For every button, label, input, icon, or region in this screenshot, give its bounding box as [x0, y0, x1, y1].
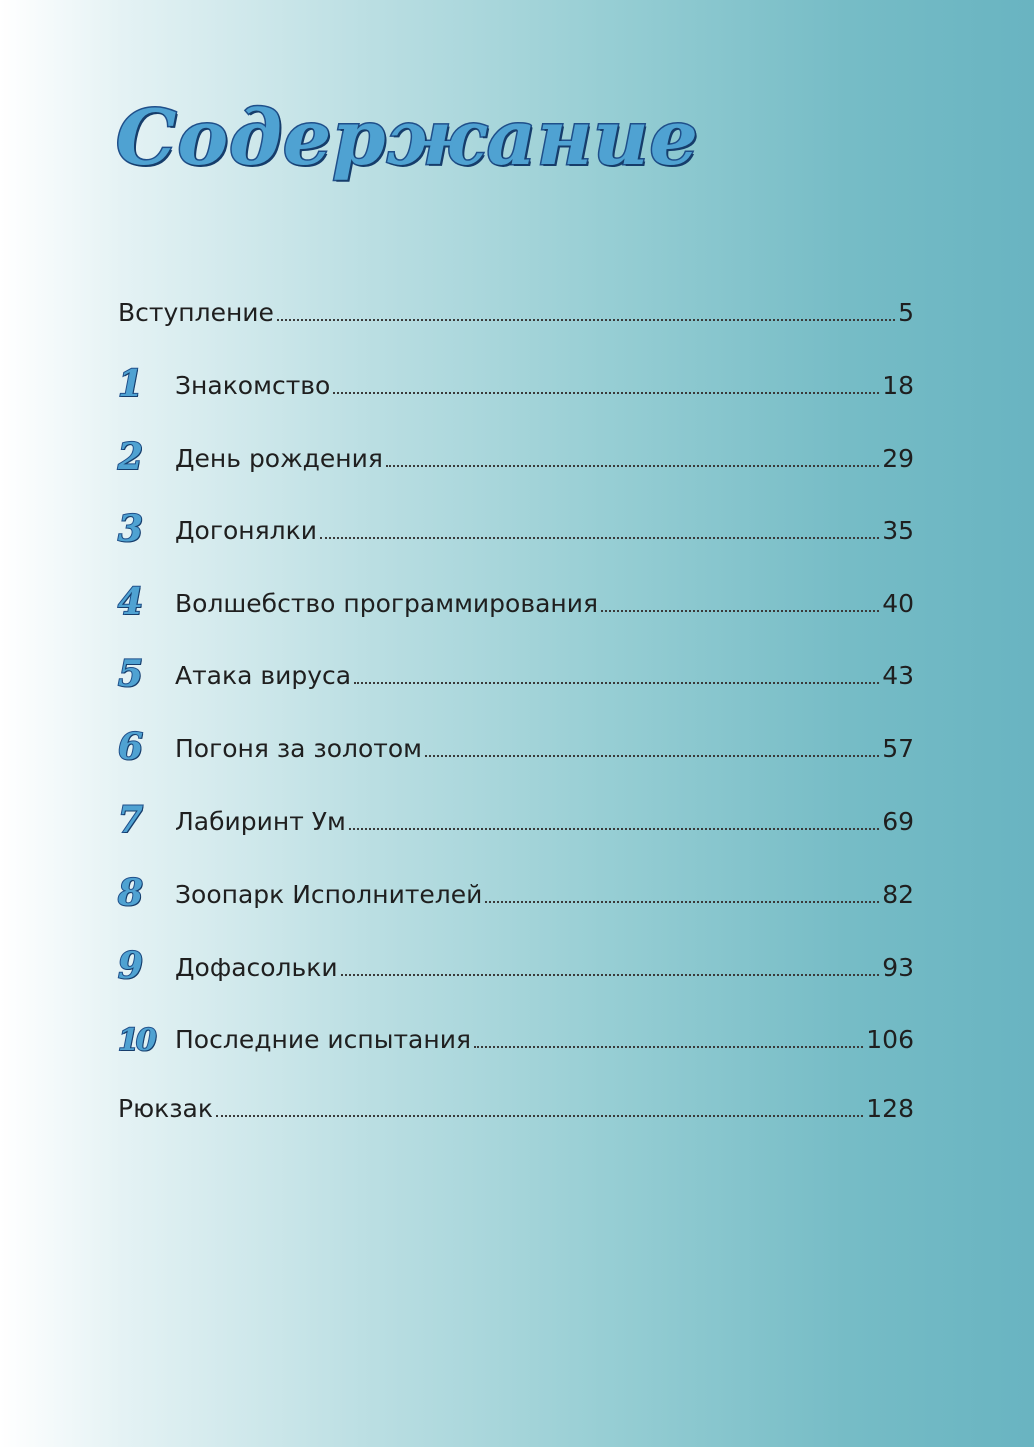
entry-page-number: 43	[882, 661, 914, 690]
entry-page-number: 128	[866, 1094, 914, 1123]
entry-page-number: 69	[882, 807, 914, 836]
dot-leader	[333, 392, 879, 394]
chapter-number: 6	[118, 726, 144, 768]
toc-entry-intro[interactable]	[118, 287, 914, 327]
dot-leader	[354, 682, 879, 684]
entry-page-number: 106	[866, 1025, 914, 1054]
entry-label: Дофасольки	[175, 953, 338, 982]
chapter-number: 4	[118, 581, 144, 623]
page-title: Содержание	[116, 93, 700, 182]
chapter-number: 3	[118, 508, 144, 550]
toc-entry-chapter-4[interactable]	[118, 578, 914, 623]
entry-label: Догонялки	[175, 516, 317, 545]
chapter-number: 5	[118, 653, 144, 695]
toc-entry-chapter-8[interactable]	[118, 869, 914, 914]
entry-page-number: 18	[882, 371, 914, 400]
toc-entry-chapter-1[interactable]	[118, 360, 914, 405]
toc-entry-chapter-6[interactable]	[118, 723, 914, 768]
table-of-contents	[118, 0, 914, 1447]
toc-entry-chapter-9[interactable]	[118, 942, 914, 987]
entry-page-number: 29	[882, 444, 914, 473]
entry-label: Вступление	[118, 298, 274, 327]
dot-leader	[485, 901, 879, 903]
toc-entry-chapter-10[interactable]	[118, 1014, 914, 1058]
toc-entry-chapter-5[interactable]	[118, 650, 914, 695]
entry-page-number: 5	[898, 298, 914, 327]
entry-page-number: 57	[882, 734, 914, 763]
entry-page-number: 40	[882, 589, 914, 618]
entry-label: Волшебство программирования	[175, 589, 599, 618]
entry-label: Атака вируса	[175, 661, 352, 690]
dot-leader	[216, 1115, 863, 1117]
dot-leader	[425, 755, 879, 757]
dot-leader	[349, 828, 879, 830]
toc-entry-chapter-7[interactable]	[118, 796, 914, 841]
dot-leader	[320, 537, 879, 539]
entry-label: Зоопарк Исполнителей	[175, 880, 483, 909]
entry-page-number: 35	[882, 516, 914, 545]
chapter-number: 8	[118, 872, 144, 914]
chapter-number: 9	[118, 945, 144, 987]
entry-label: Погоня за золотом	[175, 734, 422, 763]
entry-label: Знакомство	[175, 371, 331, 400]
dot-leader	[341, 974, 880, 976]
chapter-number: 10	[118, 1023, 154, 1058]
chapter-number: 7	[118, 799, 144, 841]
chapter-number: 1	[118, 363, 144, 405]
dot-leader	[386, 465, 879, 467]
entry-label: Рюкзак	[118, 1094, 213, 1123]
entry-label: Последние испытания	[175, 1025, 471, 1054]
toc-entry-chapter-2[interactable]	[118, 433, 914, 478]
entry-page-number: 82	[882, 880, 914, 909]
entry-label: День рождения	[175, 444, 383, 473]
dot-leader	[601, 610, 879, 612]
entry-label: Лабиринт Ум	[175, 807, 346, 836]
toc-entry-backpack[interactable]	[118, 1083, 914, 1123]
entry-page-number: 93	[882, 953, 914, 982]
dot-leader	[474, 1046, 863, 1048]
toc-entry-chapter-3[interactable]	[118, 505, 914, 550]
chapter-number: 2	[118, 436, 144, 478]
dot-leader	[277, 319, 895, 321]
